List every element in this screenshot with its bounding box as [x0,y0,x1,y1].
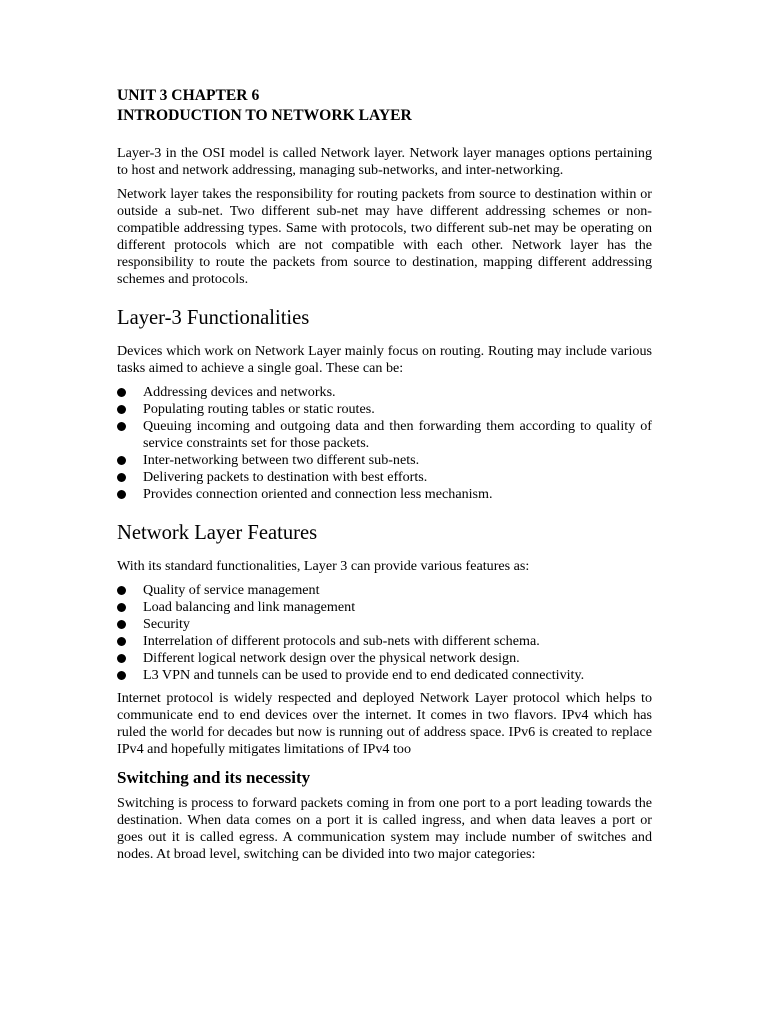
list-item-text: Load balancing and link management [143,599,356,615]
list-item [117,418,652,452]
switching-heading: Switching and its necessity [117,768,311,787]
bullet-icon [117,456,126,465]
list-item [117,384,652,401]
list-item-text: Queuing incoming and outgoing data and then forwarding them according to quality of service constraints set for those packets. [143,418,652,451]
chapter-header [117,86,652,126]
list-item [117,469,652,486]
list-item-text: Quality of service management [143,582,320,598]
unit-label: UNIT 3 CHAPTER 6 [117,87,260,104]
list-item-text: Inter-networking between two different sub-nets. [143,452,420,468]
list-item [117,486,652,503]
bullet-icon [117,422,126,431]
features-intro: With its standard functionalities, Layer 3 can provide various features as: [117,558,530,574]
bullet-icon [117,620,126,629]
list-item-text: Interrelation of different protocols and sub-nets with different schema. [143,633,540,649]
intro-paragraph-1: Layer-3 in the OSI model is called Network layer. Network layer manages options pertaining to host and network addressing, managing sub-networks, and inter-networking. [117,145,652,178]
bullet-icon [117,603,126,612]
list-item [117,401,652,418]
functionalities-list [117,384,652,503]
list-item [117,633,652,650]
list-item [117,599,652,616]
list-item [117,667,652,684]
features-outro: Internet protocol is widely respected and deployed Network Layer protocol which helps to communicate end to end devices over the internet. It comes in two flavors. IPv4 which has ruled the world for decades but now is running out of address space. IPv6 is created to replace IPv4 and hopefully mitigates limitations of IPv4 too [117,690,652,757]
bullet-icon [117,654,126,663]
list-item-text: Populating routing tables or static routes. [143,401,375,417]
functionalities-intro: Devices which work on Network Layer mainly focus on routing. Routing may include various tasks aimed to achieve a single goal. These can be: [117,343,652,376]
document-page [117,86,652,870]
features-list [117,582,652,684]
list-item-text: Different logical network design over the physical network design. [143,650,520,666]
chapter-title: INTRODUCTION TO NETWORK LAYER [117,107,412,124]
bullet-icon [117,490,126,499]
bullet-icon [117,586,126,595]
list-item [117,582,652,599]
list-item [117,616,652,633]
bullet-icon [117,637,126,646]
list-item-text: Delivering packets to destination with best efforts. [143,469,428,485]
list-item-text: Security [143,616,190,632]
list-item [117,650,652,667]
list-item [117,452,652,469]
list-item-text: L3 VPN and tunnels can be used to provide end to end dedicated connectivity. [143,667,585,683]
bullet-icon [117,405,126,414]
functionalities-heading: Layer-3 Functionalities [117,307,310,329]
intro-paragraph-2: Network layer takes the responsibility for routing packets from source to destination within or outside a sub-net. Two different sub-net may have different addressing schemes or non-compatible addressing types. Same with protocols, two different sub-net may be operating on different protocols which are not compatible with each other. Network layer has the responsibility to route the packets from source to destination, mapping different addressing schemes and protocols. [117,186,652,287]
bullet-icon [117,388,126,397]
features-heading: Network Layer Features [117,522,318,544]
bullet-icon [117,671,126,680]
list-item-text: Provides connection oriented and connection less mechanism. [143,486,493,502]
list-item-text: Addressing devices and networks. [143,384,336,400]
switching-body: Switching is process to forward packets coming in from one port to a port leading towards the destination. When data comes on a port it is called ingress, and when data leaves a port or goes out it is called egress. A communication system may include number of switches and nodes. At broad level, switching can be divided into two major categories: [117,795,652,862]
bullet-icon [117,473,126,482]
